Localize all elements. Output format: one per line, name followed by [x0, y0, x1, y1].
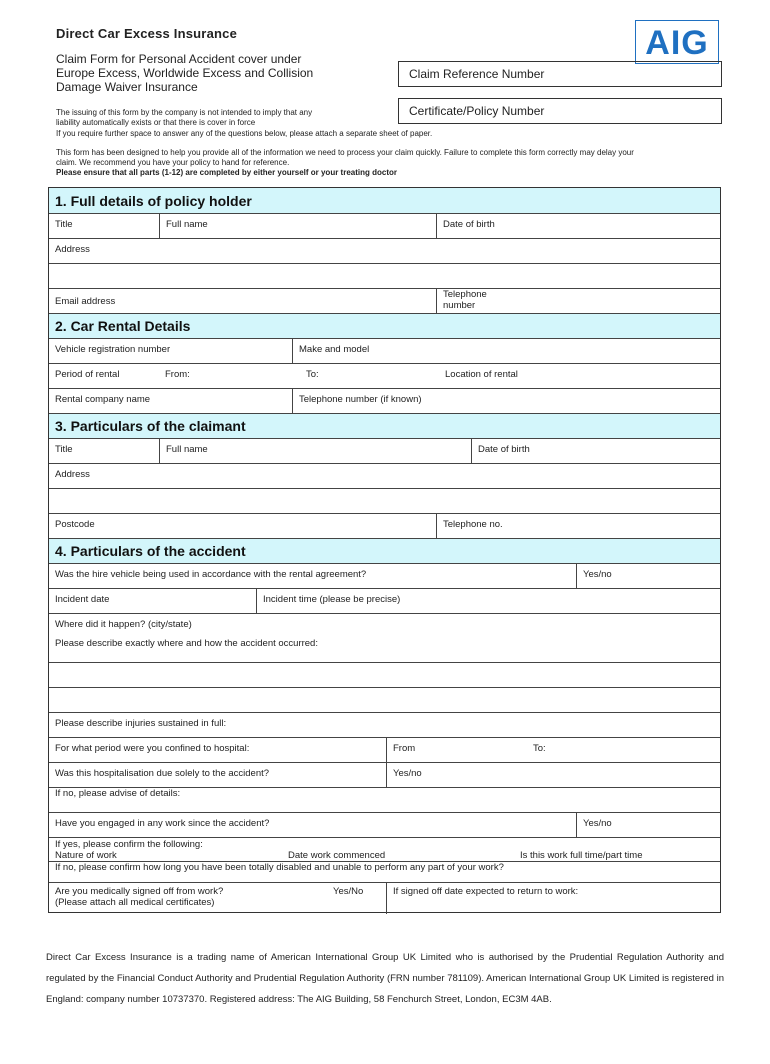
- section-4-heading: 4. Particulars of the accident: [49, 539, 720, 564]
- s1-email-label: Email address: [55, 296, 116, 307]
- extra-space-note: If you require further space to answer any of the questions below, please attach a separate sheet of paper.: [56, 129, 433, 138]
- document-subtitle: [56, 52, 376, 94]
- s2-to-label: To:: [306, 369, 319, 380]
- s1-telephone-label: number: [443, 299, 476, 311]
- s2-row-vehicle: [49, 339, 720, 364]
- s3-address-field[interactable]: [49, 464, 720, 489]
- s4-signed-off-date-label: If signed off date expected to return to work:: [393, 886, 579, 897]
- s4-confined-dates[interactable]: [386, 738, 720, 762]
- s4-full-part-label: Is this work full time/part time: [520, 850, 643, 861]
- s4-row-hosp: [49, 763, 720, 788]
- s2-row-company: [49, 389, 720, 414]
- s3-postcode-label: Postcode: [55, 519, 95, 530]
- s4-yes-no-3-label: Yes/no: [583, 818, 612, 829]
- s3-full-name-label: Full name: [166, 444, 208, 455]
- policy-number-field[interactable]: [398, 98, 722, 124]
- disclaimer-line: The issuing of this form by the company is not intended to imply that any: [56, 108, 313, 117]
- footer-legal: Direct Car Excess Insurance is a trading name of American International Group UK Limited who is authorised by the Prudential Regulation Authority and regulated by the Financial Conduct Authority and Prudential Regulation Authority (FRN number 781109). American International Group UK Limited is registered in England: company number 10737370. Registered address: The AIG Building, 58 Fenchurch Street, London, EC3M 4AB.: [46, 952, 724, 1005]
- s2-location-label: Location of rental: [445, 369, 518, 380]
- s3-row-postcode: [49, 514, 720, 539]
- s2-to-field[interactable]: [292, 364, 720, 388]
- intro-bold-line: Please ensure that all parts (1-12) are completed by either yourself or your treating doctor: [56, 168, 397, 177]
- s4-if-yes-label: If yes, please confirm the following:: [55, 839, 203, 850]
- s4-incident-date-field[interactable]: [49, 589, 256, 613]
- s3-postcode-field[interactable]: [49, 514, 436, 538]
- s1-address-line-2[interactable]: [49, 264, 720, 289]
- s4-injuries-label: Please describe injuries sustained in full:: [55, 718, 227, 729]
- s4-where-field[interactable]: [49, 614, 720, 633]
- s4-engaged-question: [49, 813, 576, 837]
- s2-period-label: Period of rental: [55, 369, 120, 380]
- document-title: Direct Car Excess Insurance: [56, 26, 237, 41]
- disclaimer-line: liability automatically exists or that there is cover in force: [56, 118, 256, 127]
- s4-engaged-yes-no[interactable]: [576, 813, 720, 837]
- s2-row-period: [49, 364, 720, 389]
- s1-telephone-label: Telephone: [443, 289, 487, 300]
- subtitle-line: Claim Form for Personal Accident cover under: [56, 52, 302, 66]
- s1-title-field[interactable]: [49, 214, 159, 238]
- s4-describe-line-3[interactable]: [49, 688, 720, 713]
- s3-row-names: [49, 439, 720, 464]
- s4-if-yes-field[interactable]: [49, 838, 720, 862]
- s4-engaged-label: Have you engaged in any work since the accident?: [55, 818, 270, 829]
- s4-injuries-field[interactable]: [49, 713, 720, 738]
- s4-hire-question: [49, 564, 576, 588]
- intro-text: [56, 148, 716, 178]
- aig-logo: AIG: [635, 20, 719, 64]
- s4-if-no-field[interactable]: [49, 788, 720, 813]
- s3-telephone-label: Telephone no.: [443, 519, 503, 530]
- s4-row-confined: [49, 738, 720, 763]
- s4-where-label: Where did it happen? (city/state): [55, 619, 192, 630]
- s1-dob-field[interactable]: [436, 214, 720, 238]
- s4-hire-label: Was the hire vehicle being used in accordance with the rental agreement?: [55, 569, 367, 580]
- s4-signed-off-question: [49, 883, 386, 914]
- s4-hosp-label: Was this hospitalisation due solely to the accident?: [55, 768, 270, 779]
- s4-nature-label: Nature of work: [55, 850, 117, 861]
- s4-yes-no-cap-label: Yes/No: [333, 886, 364, 897]
- s4-disabled-field[interactable]: [49, 862, 720, 883]
- disclaimer: [56, 108, 386, 128]
- section-1-heading: 1. Full details of policy holder: [49, 188, 720, 214]
- s3-title-field[interactable]: [49, 439, 159, 463]
- s1-telephone-field[interactable]: [436, 289, 720, 313]
- s4-work-details: [55, 850, 720, 861]
- s2-phone-label: Telephone number (if known): [299, 394, 422, 405]
- s4-hire-yes-no[interactable]: [576, 564, 720, 588]
- s4-confined-label: For what period were you confined to hospital:: [55, 743, 250, 754]
- s2-company-label: Rental company name: [55, 394, 151, 405]
- s4-signed-off-label: (Please attach all medical certificates): [55, 897, 215, 908]
- s4-incident-date-label: Incident date: [55, 594, 110, 605]
- s3-address-line-2[interactable]: [49, 489, 720, 514]
- s4-yes-no-label: Yes/no: [583, 569, 612, 580]
- s4-hosp-question: [49, 763, 386, 787]
- s1-email-field[interactable]: [49, 289, 436, 313]
- s4-row-incident: [49, 589, 720, 614]
- s4-row-hire: [49, 564, 720, 589]
- section-3-heading: 3. Particulars of the claimant: [49, 414, 720, 439]
- s1-dob-label: Date of birth: [443, 219, 495, 230]
- s4-hosp-yes-no[interactable]: [386, 763, 720, 787]
- s4-signed-off-label: Are you medically signed off from work?: [55, 886, 224, 897]
- s4-if-no-label: If no, please advise of details:: [55, 788, 181, 799]
- policy-number-label: Certificate/Policy Number: [409, 104, 545, 118]
- s4-date-commenced-label: Date work commenced: [288, 850, 386, 861]
- intro-line: claim. We recommend you have your policy to hand for reference.: [56, 158, 290, 167]
- s2-vehicle-reg-label: Vehicle registration number: [55, 344, 171, 355]
- s3-dob-field[interactable]: [471, 439, 720, 463]
- subtitle-line: Europe Excess, Worldwide Excess and Collision: [56, 66, 314, 80]
- s4-from-label: From: [393, 743, 416, 754]
- s3-title-label: Title: [55, 444, 73, 455]
- s1-row-names: [49, 214, 720, 239]
- s4-describe-label: Please describe exactly where and how the accident occurred:: [55, 638, 318, 649]
- s2-vehicle-reg-field[interactable]: [49, 339, 292, 363]
- s1-full-name-label: Full name: [166, 219, 208, 230]
- s4-row-engaged: [49, 813, 720, 838]
- s4-incident-time-field[interactable]: [256, 589, 720, 613]
- claim-reference-field[interactable]: [398, 61, 722, 87]
- intro-line: This form has been designed to help you provide all of the information we need to process your claim quickly. Failure to complete this form correctly may delay your: [56, 148, 634, 157]
- s2-period-field[interactable]: [49, 364, 292, 388]
- s1-full-name-field[interactable]: [159, 214, 436, 238]
- s4-describe-field[interactable]: [49, 633, 720, 663]
- s3-address-label: Address: [55, 469, 90, 480]
- s4-if-yes-block: [49, 838, 720, 861]
- s3-telephone-field[interactable]: [436, 514, 720, 538]
- subtitle-line: Damage Waiver Insurance: [56, 80, 198, 94]
- s3-dob-label: Date of birth: [478, 444, 530, 455]
- s4-describe-line-2[interactable]: [49, 663, 720, 688]
- s2-company-field[interactable]: [49, 389, 292, 413]
- s1-title-label: Title: [55, 219, 73, 230]
- s2-make-model-field[interactable]: [292, 339, 720, 363]
- s2-phone-field[interactable]: [292, 389, 720, 413]
- s4-confined-question: [49, 738, 386, 762]
- s4-incident-time-label: Incident time (please be precise): [263, 594, 401, 605]
- s3-full-name-field[interactable]: [159, 439, 471, 463]
- s4-signed-off-date-field[interactable]: [386, 883, 720, 914]
- s4-row-signed-off: [49, 883, 720, 914]
- s1-row-contact: [49, 289, 720, 314]
- s4-yes-no-2-label: Yes/no: [393, 768, 422, 779]
- claim-reference-label: Claim Reference Number: [409, 67, 545, 81]
- s1-address-field[interactable]: [49, 239, 720, 264]
- s1-address-label: Address: [55, 244, 90, 255]
- s4-to-label: To:: [533, 743, 546, 754]
- s2-make-model-label: Make and model: [299, 344, 370, 355]
- s2-from-label: From:: [165, 369, 190, 380]
- s4-disabled-label: If no, please confirm how long you have been totally disabled and unable to perform any part of your work?: [55, 862, 504, 873]
- section-2-heading: 2. Car Rental Details: [49, 314, 720, 339]
- claim-form: [48, 187, 721, 913]
